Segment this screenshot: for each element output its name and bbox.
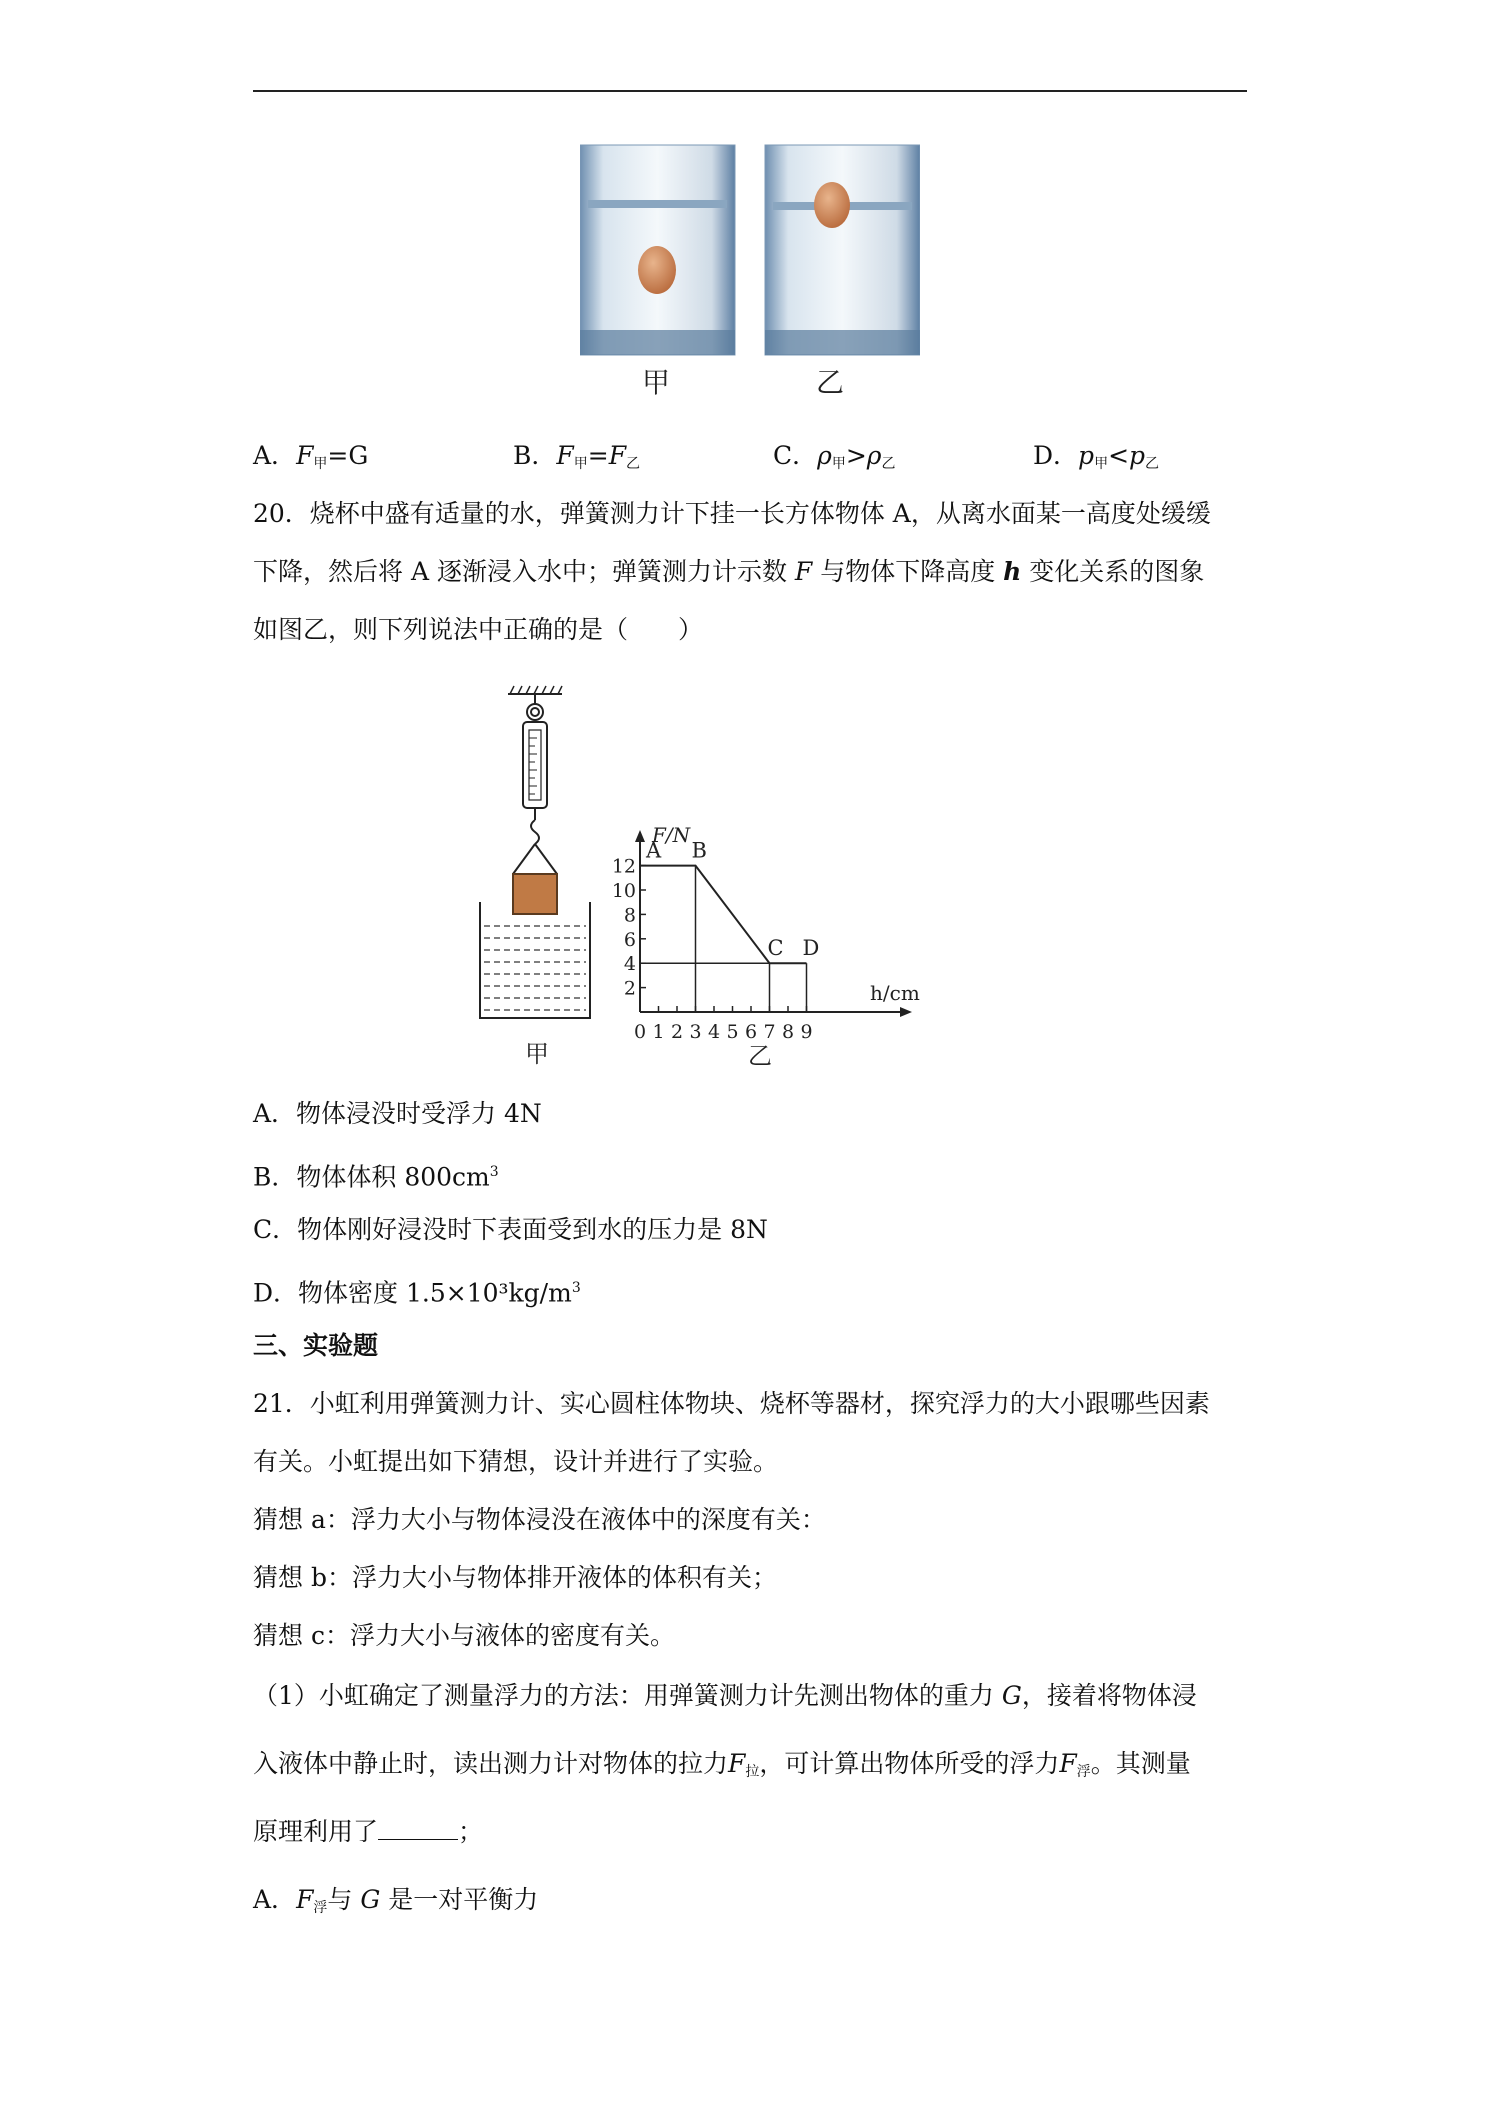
guess-a: 猜想 a：浮力大小与物体浸没在液体中的深度有关： xyxy=(253,1505,826,1534)
y-tick-label: 8 xyxy=(623,904,636,927)
egg-glasses-figure xyxy=(580,140,920,410)
q20-option-a[interactable]: A．物体浸没时受浮力 4N xyxy=(253,1099,542,1128)
water xyxy=(484,926,586,1010)
q20-line-3: 如图乙，则下列说法中正确的是（ ） xyxy=(253,615,704,644)
guess-b: 猜想 b：浮力大小与物体排开液体的体积有关； xyxy=(253,1563,777,1592)
y-tick-label: 12 xyxy=(611,855,636,878)
q21-line-2: 有关。小虹提出如下猜想，设计并进行了实验。 xyxy=(253,1447,779,1476)
fig1-label-right: 乙 xyxy=(816,366,845,399)
point-label: B xyxy=(691,838,707,863)
f-h-chart xyxy=(612,823,920,1043)
y-tick-label: 6 xyxy=(623,928,636,951)
x-tick-label: 3 xyxy=(689,1021,702,1043)
q21-part1-line-3: 原理利用了 ； xyxy=(253,1817,484,1846)
x-tick-label: 1 xyxy=(652,1021,665,1043)
fig2-label-left: 甲 xyxy=(525,1040,549,1068)
y-tick-label: 2 xyxy=(623,977,636,1000)
y-tick-label: 4 xyxy=(623,953,636,976)
glass-right xyxy=(765,145,920,355)
q20-line-2: 下降，然后将 A 逐渐浸入水中；弹簧测力计示数 F 与物体下降高度 h 变化关系的图象 xyxy=(253,557,1205,586)
q20-option-b[interactable]: B．物体体积 $800cm^3$ xyxy=(253,1162,499,1192)
q20-option-d[interactable]: D．物体密度 $1.5\times 10^3kg/m^3$ xyxy=(253,1278,581,1308)
q19-option-d[interactable]: D．$p_甲<p_乙$ xyxy=(1033,441,1160,472)
x-tick-label: 9 xyxy=(800,1021,813,1043)
fig2-label-right: 乙 xyxy=(748,1042,772,1070)
x-tick-label: 2 xyxy=(670,1021,684,1043)
guess-c: 猜想 c：浮力大小与液体的密度有关。 xyxy=(253,1621,675,1650)
point-label: A xyxy=(646,838,662,863)
answer-blank[interactable] xyxy=(378,1817,458,1840)
fig1-label-left: 甲 xyxy=(642,366,671,399)
glass-left xyxy=(580,145,735,355)
q19-option-a[interactable]: A．$F_甲=G$ xyxy=(253,441,369,472)
q21-line-1: 21．小虹利用弹簧测力计、实心圆柱体物块、烧杯等器材，探究浮力的大小跟哪些因素 xyxy=(253,1389,1210,1418)
x-tick-label: 0 xyxy=(633,1021,647,1043)
q21-option-a[interactable]: A．$F_浮$与 G 是一对平衡力 xyxy=(253,1885,539,1916)
q19-option-c[interactable]: C．$\rho_甲>\rho_乙$ xyxy=(773,441,896,472)
header-rule xyxy=(253,90,1247,92)
y-tick-label: 10 xyxy=(611,880,636,902)
q21-part1-line-1: （1）小虹确定了测量浮力的方法：用弹簧测力计先测出物体的重力 G，接着将物体浸 xyxy=(253,1681,1197,1710)
q21-part1-line-2: 入液体中静止时，读出测力计对物体的拉力$F_拉$，可计算出物体所受的浮力$F_浮$。其测量 xyxy=(253,1749,1191,1780)
y-axis-label: F/N xyxy=(652,823,691,847)
point-label: D xyxy=(802,936,820,961)
q20-line-1: 20．烧杯中盛有适量的水，弹簧测力计下挂一长方体物体 A，从离水面某一高度处缓缓 xyxy=(253,499,1211,528)
q20-option-c[interactable]: C．物体刚好浸没时下表面受到水的压力是 8N xyxy=(253,1215,768,1244)
x-tick-label: 7 xyxy=(763,1021,776,1043)
section-title: 三、实验题 xyxy=(253,1331,379,1360)
egg-right xyxy=(814,182,850,228)
spring-scale-figure xyxy=(470,682,1030,1082)
x-axis-label: h/cm xyxy=(870,981,920,1005)
x-tick-label: 8 xyxy=(781,1021,795,1043)
point-label: C xyxy=(767,936,784,961)
x-tick-label: 6 xyxy=(744,1021,758,1043)
x-tick-label: 5 xyxy=(726,1021,739,1043)
y-axis-arrow xyxy=(635,830,645,842)
apparatus xyxy=(480,686,590,1018)
x-tick-label: 4 xyxy=(707,1021,721,1043)
wooden-block xyxy=(513,874,557,914)
egg-left xyxy=(638,246,676,294)
q19-option-b[interactable]: B．$F_甲=F_乙$ xyxy=(513,441,641,472)
x-axis-arrow xyxy=(900,1007,912,1017)
